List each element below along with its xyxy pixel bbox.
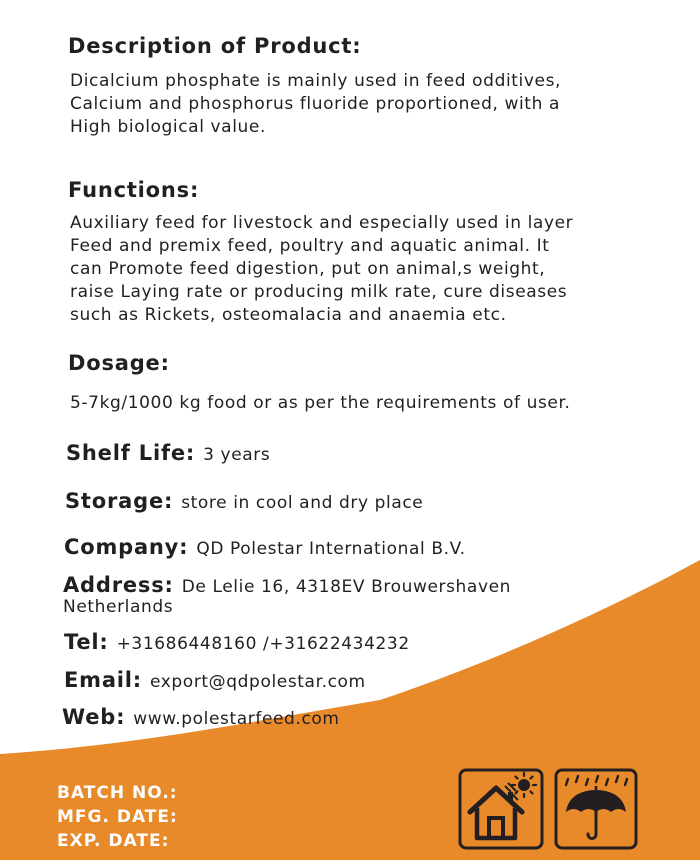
functions-text bbox=[70, 212, 573, 327]
address-row bbox=[63, 573, 511, 597]
storage-row bbox=[65, 489, 423, 513]
keep-dry-icon bbox=[554, 768, 638, 850]
storage-value: store in cool and dry place bbox=[181, 493, 424, 513]
description-text bbox=[70, 70, 561, 139]
company-value: QD Polestar International B.V. bbox=[196, 539, 466, 559]
company-row bbox=[64, 535, 466, 559]
functions-line: Auxiliary feed for livestock and especially used in layer bbox=[70, 213, 574, 233]
exp-date-label: EXP. DATE: bbox=[57, 831, 170, 851]
description-section bbox=[68, 34, 361, 58]
dosage-text: 5-7kg/1000 kg food or as per the requirements of user. bbox=[70, 393, 571, 413]
shelf-life-row bbox=[66, 441, 270, 465]
keep-in-shade-icon bbox=[458, 768, 544, 850]
dosage-heading: Dosage: bbox=[68, 351, 170, 375]
description-line: High biological value. bbox=[70, 117, 266, 137]
shelf-life-value: 3 years bbox=[203, 445, 271, 465]
address-label: Address: bbox=[63, 573, 174, 597]
address-country: Netherlands bbox=[63, 597, 174, 617]
functions-line: raise Laying rate or producing milk rate, cure diseases bbox=[70, 282, 568, 302]
functions-line: such as Rickets, osteomalacia and anaemia etc. bbox=[70, 305, 507, 325]
web-label: Web: bbox=[62, 705, 126, 729]
email-row bbox=[64, 668, 366, 692]
email-value: export@qdpolestar.com bbox=[150, 672, 366, 692]
mfg-date-label: MFG. DATE: bbox=[57, 807, 178, 827]
tel-label: Tel: bbox=[64, 630, 109, 654]
shelf-life-label: Shelf Life: bbox=[66, 441, 196, 465]
batch-no-label: BATCH NO.: bbox=[57, 783, 178, 803]
email-label: Email: bbox=[64, 668, 142, 692]
web-row bbox=[62, 705, 340, 729]
description-line: Calcium and phosphorus fluoride proportioned, with a bbox=[70, 94, 560, 114]
web-value: www.polestarfeed.com bbox=[133, 709, 340, 729]
address-value: De Lelie 16, 4318EV Brouwershaven bbox=[181, 577, 512, 597]
description-line: Dicalcium phosphate is mainly used in feed odditives, bbox=[70, 71, 562, 91]
description-heading: Description of Product: bbox=[68, 34, 362, 58]
tel-value: +31686448160 /+31622434232 bbox=[116, 634, 410, 654]
functions-heading: Functions: bbox=[68, 178, 200, 202]
company-label: Company: bbox=[64, 535, 189, 559]
functions-line: Feed and premix feed, poultry and aquatic animal. It bbox=[70, 236, 550, 256]
tel-row bbox=[64, 630, 410, 654]
storage-label: Storage: bbox=[65, 489, 174, 513]
address-line2 bbox=[63, 597, 173, 617]
functions-line: can Promote feed digestion, put on animal,s weight, bbox=[70, 259, 546, 279]
